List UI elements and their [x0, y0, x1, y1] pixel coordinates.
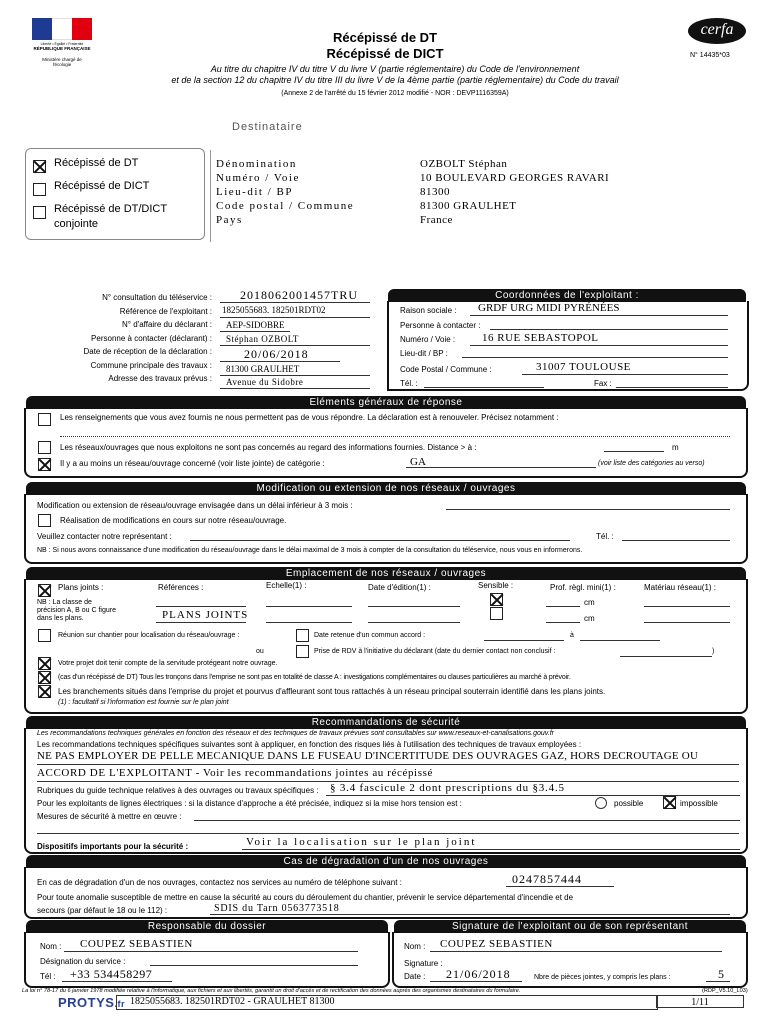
travaux-commune[interactable]: 81300 GRAULHET [226, 364, 300, 374]
footer-code: (RDP_V5.10_L03) [702, 988, 748, 994]
underline [156, 606, 246, 607]
underline [644, 622, 730, 623]
underline [622, 540, 730, 541]
republique-logo: Liberté • Égalité • Fraternité RÉPUBLIQUE FRANÇAISE Ministère chargé de l'écologie [30, 18, 94, 67]
option-recepisse-dt: Récépissé de DT [54, 157, 139, 169]
destinataire-heading: Destinataire [232, 121, 303, 133]
destinataire-values: OZBOLT Stéphan 10 BOULEVARD GEORGES RAVARI 81300 81300 GRAULHET France [420, 158, 610, 226]
lieu-label: Lieu-dit / BP : [400, 349, 448, 358]
responsable-tel-value[interactable]: +33 534458297 [70, 967, 153, 981]
footer-reference: 1825055683. 182501RDT02 - GRAULHET 81300 [130, 996, 335, 1007]
checkbox-recepisse-dict[interactable] [33, 183, 46, 196]
underline [266, 622, 352, 623]
underline [220, 375, 370, 376]
underline [462, 357, 728, 358]
dispositifs-label: Dispositifs importants pour la sécurité : [37, 842, 189, 851]
signature-date-value[interactable]: 21/06/2018 [446, 967, 511, 981]
checkbox-renouveler[interactable] [38, 413, 51, 426]
underline [64, 951, 358, 952]
cp-label: Code Postal / Commune : [400, 365, 492, 374]
degradation-line3: secours (par défaut le 18 ou le 112) : [37, 906, 168, 915]
emplacement-nb: NB : La classe de précision A, B ou C figure dans les plans. [37, 599, 116, 622]
recommandation-text-1[interactable]: NE PAS EMPLOYER DE PELLE MECANIQUE DANS LE FUSEAU D'INCERTITUDE DES OUVRAGES GAZ, HORS DECROUTAGE OU [37, 750, 699, 762]
underline [470, 315, 728, 316]
exploitant-heading: Coordonnées de l'exploitant : [388, 289, 746, 302]
designation-label: Désignation du service : [40, 957, 126, 966]
underline [546, 606, 580, 607]
underline [220, 331, 290, 332]
travaux-address[interactable]: Avenue du Sidobre [226, 377, 304, 387]
option-recepisse-conjointe-2: conjointe [54, 218, 99, 230]
radio-possible[interactable] [595, 797, 607, 809]
declarant-contact[interactable]: Stéphan OZBOLT [226, 334, 299, 344]
elements-line1: Les renseignements que vous avez fournis ne nous permettent pas de vous répondre. La déclaration est à renouveler. Précisez notamment : [60, 413, 559, 422]
responsable-heading: Responsable du dossier [26, 920, 388, 933]
cerfa-logo: cerfa [688, 18, 746, 44]
pieces-value[interactable]: 5 [718, 967, 724, 981]
checkbox-recepisse-conjointe[interactable] [33, 206, 46, 219]
underline [210, 914, 730, 915]
footer-law: La loi n° 78-17 du 6 janvier 1978 modifiée relative à l'informatique, aux fichiers et aux libertés, garantit un droit d'accès et de rectification des données auprès des organismes destinataires du formulaire. [22, 988, 521, 994]
pieces-label: Nbre de pièces jointes, y compris les plans : [534, 974, 671, 981]
tel-label: Tél. : [400, 379, 418, 388]
date-retenue-label: Date retenue d'un commun accord : [314, 632, 426, 639]
protys-logo: PROTYS.fr [58, 995, 125, 1010]
modification-tel: Tél. : [596, 532, 614, 541]
categorie-note: (voir liste des catégories au verso) [598, 460, 705, 467]
references-value[interactable]: PLANS JOINTS [162, 609, 249, 621]
ou-label: ou [256, 648, 264, 655]
troncons-label: (cas d'un récépissé de DT) Tous les tronçons dans l'emprise ne sont pas en totalité de classe A : investigations complémentaires ou clauses particulières au marché à prévoir. [58, 674, 571, 681]
voie-value[interactable]: 16 RUE SEBASTOPOL [482, 332, 599, 344]
facultatif-note: (1) : facultatif si l'information est fournie sur le plan joint [58, 699, 229, 706]
date-edition-label: Date d'édition(1) : [368, 583, 431, 592]
emplacement-heading: Emplacement de nos réseaux / ouvrages [26, 567, 746, 580]
underline [620, 656, 712, 657]
recommandations-heading: Recommandations de sécurité [26, 716, 746, 729]
recommandations-general: Les recommandations techniques générales en fonction des réseaux et des techniques de travaux prévues sont consultables sur www.reseaux-et-canalisations.gouv.fr [37, 730, 554, 737]
modification-line3: Veuillez contacter notre représentant : [37, 532, 172, 541]
raison-value[interactable]: GRDF URG MIDI PYRÉNÉES [478, 302, 620, 314]
degradation-line1: En cas de dégradation d'un de nos ouvrages, contactez nos services au numéro de téléphone suivant : [37, 878, 402, 887]
rubriques-label: Rubriques du guide technique relatives à des ouvrages ou travaux spécifiques : [37, 786, 319, 795]
fax-label: Fax : [594, 379, 612, 388]
mesures-label: Mesures de sécurité à mettre en œuvre : [37, 812, 182, 821]
cm-1: cm [584, 598, 595, 607]
underline [490, 329, 728, 330]
signature-nom-label: Nom : [404, 942, 426, 951]
consultation-labels: N° consultation du téléservice : Référence de l'exploitant : N° d'affaire du déclarant : Personne à contacter (déclarant) : Date de réception de la déclaration : Commune principale des travaux : Adresse des travaux prévus : [83, 293, 212, 383]
cp-value[interactable]: 31007 TOULOUSE [536, 361, 631, 373]
reunion-label: Réunion sur chantier pour localisation du réseau/ouvrage : [58, 632, 240, 639]
degradation-heading: Cas de dégradation d'un de nos ouvrages [26, 855, 746, 868]
checkbox-troncons[interactable] [38, 671, 51, 684]
categorie-value[interactable]: GA [410, 456, 426, 468]
underline [446, 509, 730, 510]
signature-heading: Signature de l'exploitant ou de son représentant [394, 920, 746, 933]
cerfa-number: N° 14435*03 [690, 52, 730, 59]
checkbox-modification-en-cours[interactable] [38, 514, 51, 527]
consultation-number[interactable]: 2018062001457TRU [240, 288, 358, 302]
underline [194, 820, 740, 821]
underline [220, 388, 370, 389]
checkbox-concerne[interactable] [38, 458, 51, 471]
underline [37, 764, 739, 765]
modification-line2: Réalisation de modifications en cours sur notre réseau/ouvrage. [60, 516, 287, 525]
underline [546, 622, 580, 623]
underline [266, 606, 352, 607]
sdis-value[interactable]: SDIS du Tarn 0563773518 [214, 903, 340, 914]
lignes-label: Pour les exploitants de lignes électriques : si la distance d'approche a été précisée, indiquez si la mise hors tension est : [37, 799, 462, 808]
underline [430, 981, 522, 982]
modification-nb: NB : Si nous avons connaissance d'une modification du réseau/ouvrage dans le délai maximal de 3 mois à compter de la consultation du téléservice, nous vous en informerons. [37, 547, 583, 554]
modification-line1: Modification ou extension de réseau/ouvrage envisagée dans un délai inférieur à 3 mois : [37, 501, 353, 510]
elements-heading: Eléments généraux de réponse [26, 396, 746, 409]
underline [220, 361, 340, 362]
prof-label: Prof. règl. mini(1) : [550, 583, 616, 592]
elements-line2: Les réseaux/ouvrages que nous exploitons ne sont pas concernés au regard des informations fournies. Distance > à : [60, 443, 477, 452]
option-recepisse-dict: Récépissé de DICT [54, 180, 150, 192]
checkbox-prise-rdv[interactable] [296, 645, 309, 658]
destinataire-field-labels: Dénomination Numéro / Voie Lieu-dit / BP Code postal / Commune Pays [216, 158, 355, 226]
affaire-number[interactable]: AEP-SIDOBRE [226, 320, 285, 330]
checkbox-recepisse-dt[interactable] [33, 160, 46, 173]
underline [424, 387, 544, 388]
underline [470, 345, 728, 346]
underline [220, 317, 370, 318]
checkbox-servitude[interactable] [38, 657, 51, 670]
possible-label: possible [614, 799, 644, 808]
checkbox-impossible[interactable] [663, 796, 676, 809]
degradation-phone[interactable]: 0247857444 [512, 872, 582, 886]
recommandations-specific: Les recommandations techniques spécifiques suivantes sont à appliquer, en fonction des risques liés à l'utilisation des techniques de travaux employées : [37, 740, 582, 749]
form-subtitle: Au titre du chapitre IV du titre V du livre V (partie réglementaire) du Code de l'environnement et de la section 12 du chapitre IV du titre III du livre V de la 4ème partie (partie réglementaire) du Code du travail [171, 64, 619, 85]
checkbox-plans-joints[interactable] [38, 584, 51, 597]
cm-2: cm [584, 614, 595, 623]
underline [190, 540, 570, 541]
responsable-nom-value[interactable]: COUPEZ SEBASTIEN [80, 938, 193, 950]
elements-line3: Il y a au moins un réseau/ouvrage concerné (voir liste jointe) de catégorie : [60, 459, 325, 468]
checkbox-branchements[interactable] [38, 685, 51, 698]
underline [37, 833, 739, 834]
underline [62, 981, 172, 982]
responsable-tel-label: Tél : [40, 972, 56, 981]
prise-rdv-label: Prise de RDV à l'initiative du déclarant (date du dernier contact non conclusif : [314, 648, 556, 655]
underline [580, 640, 660, 641]
reception-date[interactable]: 20/06/2018 [244, 347, 309, 361]
underline [706, 981, 730, 982]
a-label: à [570, 632, 574, 639]
modification-heading: Modification ou extension de nos réseaux / ouvrages [26, 482, 746, 495]
dispositifs-value[interactable]: Voir la localisation sur le plan joint [246, 836, 477, 848]
underline [484, 640, 564, 641]
destinataire-label-frame [210, 150, 212, 242]
underline [368, 622, 460, 623]
responsable-nom-label: Nom : [40, 942, 62, 951]
voie-label: Numéro / Voie : [400, 335, 456, 344]
underline [220, 302, 370, 303]
close-paren: ) [712, 648, 715, 655]
exploitant-reference[interactable]: 1825055683. 182501RDT02 [222, 305, 326, 315]
degradation-line2: Pour toute anomalie susceptible de mettre en cause la sécurité au cours du déroulement du chantier, prévenir le service départemental d'incendie et de [37, 893, 574, 902]
distance-unit: m [672, 443, 679, 452]
checkbox-non-concernes[interactable] [38, 441, 51, 454]
underline [326, 795, 740, 796]
contact-label: Personne à contacter : [400, 321, 481, 330]
materiau-label: Matériau réseau(1) : [644, 583, 717, 592]
branchements-label: Les branchements situés dans l'emprise du projet et pourvus d'affleurant sont tous rattachés à un réseau principal souterrain identifié dans les plans joints. [58, 687, 606, 696]
references-label: Références : [158, 583, 204, 592]
underline [220, 345, 370, 346]
checkbox-sensible-1[interactable] [490, 593, 503, 606]
underline [506, 886, 614, 887]
annex-reference: (Annexe 2 de l'arrêté du 15 février 2012 modifié - NOR : DEVP1116359A) [281, 90, 509, 97]
underline [150, 965, 358, 966]
underline [644, 606, 730, 607]
impossible-label: impossible [680, 799, 718, 808]
raison-label: Raison sociale : [400, 306, 457, 315]
checkbox-sensible-2[interactable] [490, 607, 503, 620]
page-number: 1/11 [656, 995, 744, 1008]
option-recepisse-conjointe: Récépissé de DT/DICT [54, 203, 168, 215]
underline [368, 606, 460, 607]
underline [522, 374, 728, 375]
checkbox-reunion[interactable] [38, 629, 51, 642]
footer-reference-frame [116, 995, 658, 1010]
underline [156, 622, 246, 623]
underline [60, 436, 730, 437]
underline [616, 387, 728, 388]
recommandation-text-2[interactable]: ACCORD DE L'EXPLOITANT - Voir les recommandations jointes au récépissé [37, 767, 433, 779]
plans-label: Plans joints : [58, 583, 104, 592]
checkbox-date-retenue[interactable] [296, 629, 309, 642]
signature-nom-value[interactable]: COUPEZ SEBASTIEN [440, 938, 553, 950]
signature-sig-label: Signature : [404, 959, 443, 968]
echelle-label: Echelle(1) : [266, 581, 307, 590]
servitude-label: Votre projet doit tenir compte de la servitude protégeant notre ouvrage. [58, 660, 278, 667]
underline [430, 951, 722, 952]
form-title: Récépissé de DT Récépissé de DICT [326, 30, 444, 61]
underline [242, 849, 740, 850]
underline [406, 467, 596, 468]
signature-date-label: Date : [404, 972, 426, 981]
rubriques-value[interactable]: § 3.4 fascicule 2 dont prescriptions du §3.4.5 [330, 782, 565, 794]
underline [604, 451, 664, 452]
sensible-label: Sensible : [478, 581, 514, 590]
